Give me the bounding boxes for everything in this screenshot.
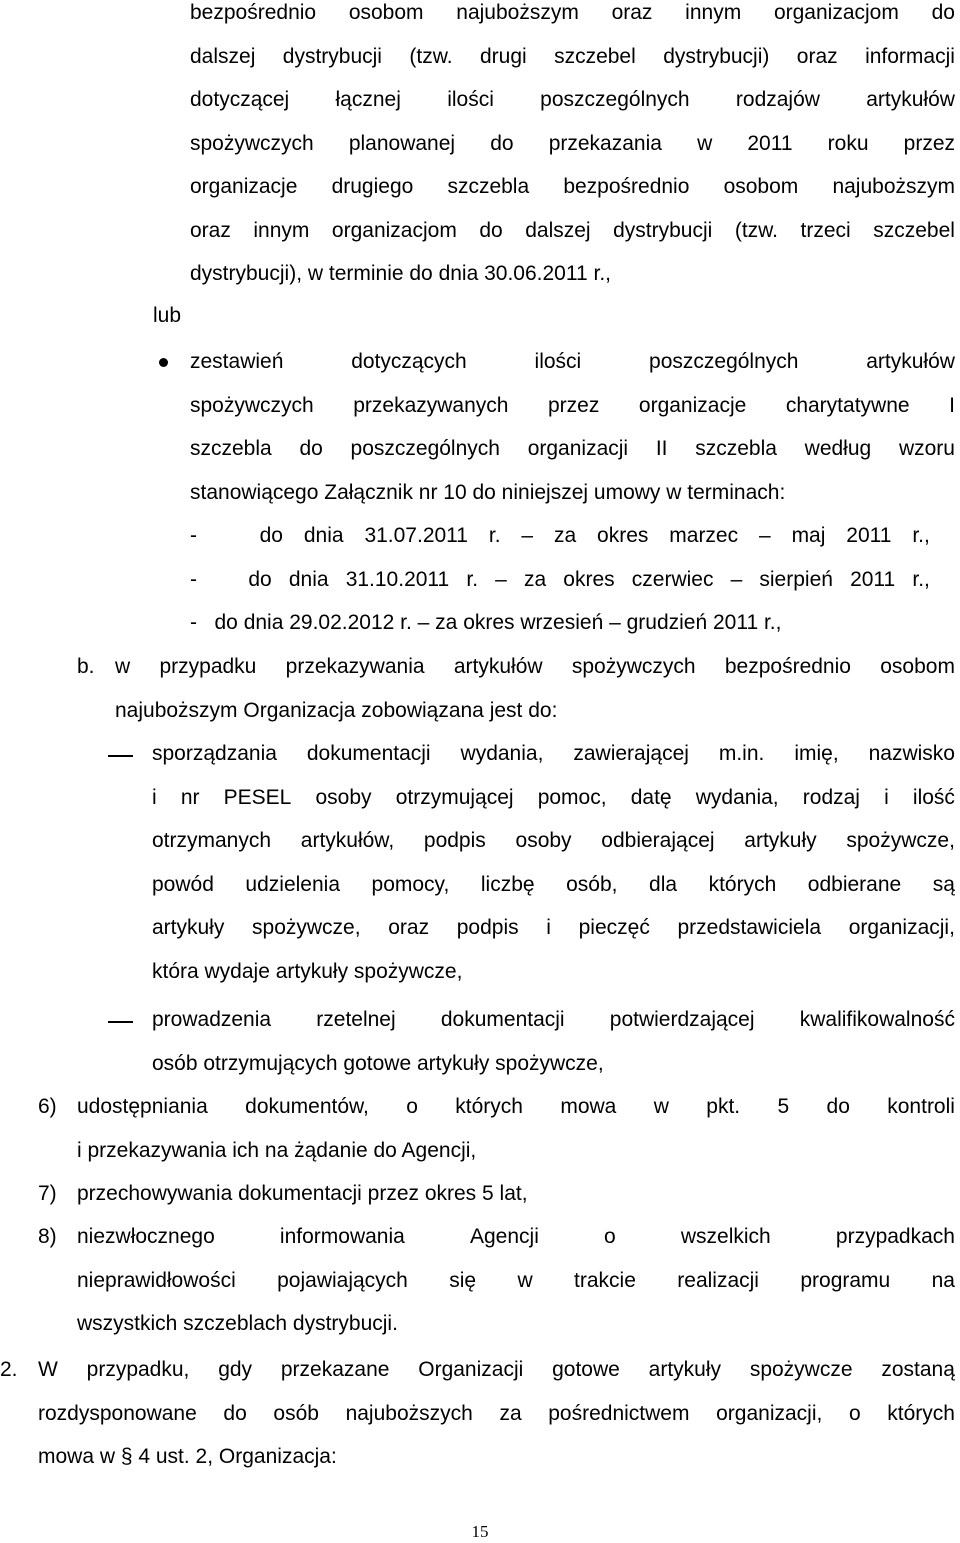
text-line: i nr PESEL osoby otrzymującej pomoc, datę wydania, rodzaj i ilość bbox=[152, 785, 955, 809]
text-line: która wydaje artykuły spożywcze, bbox=[152, 959, 463, 983]
text-line: dotyczącej łącznej ilości poszczególnych rodzajów artykułów bbox=[190, 88, 955, 111]
dash-marker bbox=[108, 755, 133, 757]
text-line: wszystkich szczeblach dystrybucji. bbox=[77, 1312, 398, 1335]
page-number: 15 bbox=[471, 1522, 489, 1541]
text-line: stanowiącego Załącznik nr 10 do niniejszej umowy w terminach: bbox=[190, 480, 786, 504]
text-line: nieprawidłowości pojawiających się w trakcie realizacji programu na bbox=[77, 1268, 955, 1292]
text-line: - do dnia 29.02.2012 r. – za okres wrzesień – grudzień 2011 r., bbox=[190, 611, 782, 634]
bullet-icon bbox=[159, 358, 168, 367]
text-line: prowadzenia rzetelnej dokumentacji potwierdzającej kwalifikowalność bbox=[152, 1008, 955, 1031]
text-line: w przypadku przekazywania artykułów spożywczych bezpośrednio osobom bbox=[115, 655, 955, 678]
text-line: powód udzielenia pomocy, liczbę osób, dla których odbierane są bbox=[152, 872, 955, 896]
text-line: i przekazywania ich na żądanie do Agencji, bbox=[77, 1138, 477, 1162]
list-marker: 7) bbox=[38, 1182, 57, 1205]
list-marker: b. bbox=[77, 655, 95, 678]
text-line: sporządzania dokumentacji wydania, zawierającej m.in. imię, nazwisko bbox=[152, 742, 955, 765]
text-line: dystrybucji), w terminie do dnia 30.06.2011 r., bbox=[190, 262, 611, 285]
text-line: mowa w § 4 ust. 2, Organizacja: bbox=[38, 1445, 337, 1468]
text-line: udostępniania dokumentów, o których mowa w pkt. 5 do kontroli bbox=[77, 1095, 955, 1118]
text-line: zestawień dotyczących ilości poszczególnych artykułów bbox=[190, 350, 955, 373]
text-line: artykuły spożywcze, oraz podpis i pieczęć przedstawiciela organizacji, bbox=[152, 916, 955, 939]
text-line: otrzymanych artykułów, podpis osoby odbierającej artykuły spożywcze, bbox=[152, 829, 955, 852]
text-line: szczebla do poszczególnych organizacji II szczebla według wzoru bbox=[190, 437, 955, 460]
text-line: lub bbox=[153, 304, 182, 327]
text-line: przechowywania dokumentacji przez okres 5 lat, bbox=[77, 1182, 528, 1205]
text-line: - do dnia 31.07.2011 r. – za okres marzec – maj 2011 r., bbox=[190, 524, 930, 547]
text-line: - do dnia 31.10.2011 r. – za okres czerwiec – sierpień 2011 r., bbox=[190, 567, 930, 591]
text-line: najuboższym Organizacja zobowiązana jest do: bbox=[115, 698, 558, 722]
text-line: dalszej dystrybucji (tzw. drugi szczebel dystrybucji) oraz informacji bbox=[190, 44, 955, 68]
list-marker: 2. bbox=[0, 1358, 18, 1381]
list-marker: 6) bbox=[38, 1095, 57, 1118]
text-line: spożywczych przekazywanych przez organizacje charytatywne I bbox=[190, 393, 955, 417]
text-line: organizacje drugiego szczebla bezpośrednio osobom najuboższym bbox=[190, 175, 955, 198]
list-marker: 8) bbox=[38, 1225, 57, 1248]
text-line: oraz innym organizacjom do dalszej dystrybucji (tzw. trzeci szczebel bbox=[190, 218, 955, 242]
text-line: osób otrzymujących gotowe artykuły spożywcze, bbox=[152, 1051, 604, 1075]
text-line: rozdysponowane do osób najuboższych za pośrednictwem organizacji, o których bbox=[38, 1401, 955, 1425]
text-line: niezwłocznego informowania Agencji o wszelkich przypadkach bbox=[77, 1225, 955, 1248]
text-line: W przypadku, gdy przekazane Organizacji gotowe artykuły spożywcze zostaną bbox=[38, 1358, 955, 1381]
text-line: spożywczych planowanej do przekazania w 2011 roku przez bbox=[190, 131, 955, 155]
dash-marker bbox=[108, 1021, 133, 1023]
text-line: bezpośrednio osobom najuboższym oraz innym organizacjom do bbox=[190, 1, 955, 24]
